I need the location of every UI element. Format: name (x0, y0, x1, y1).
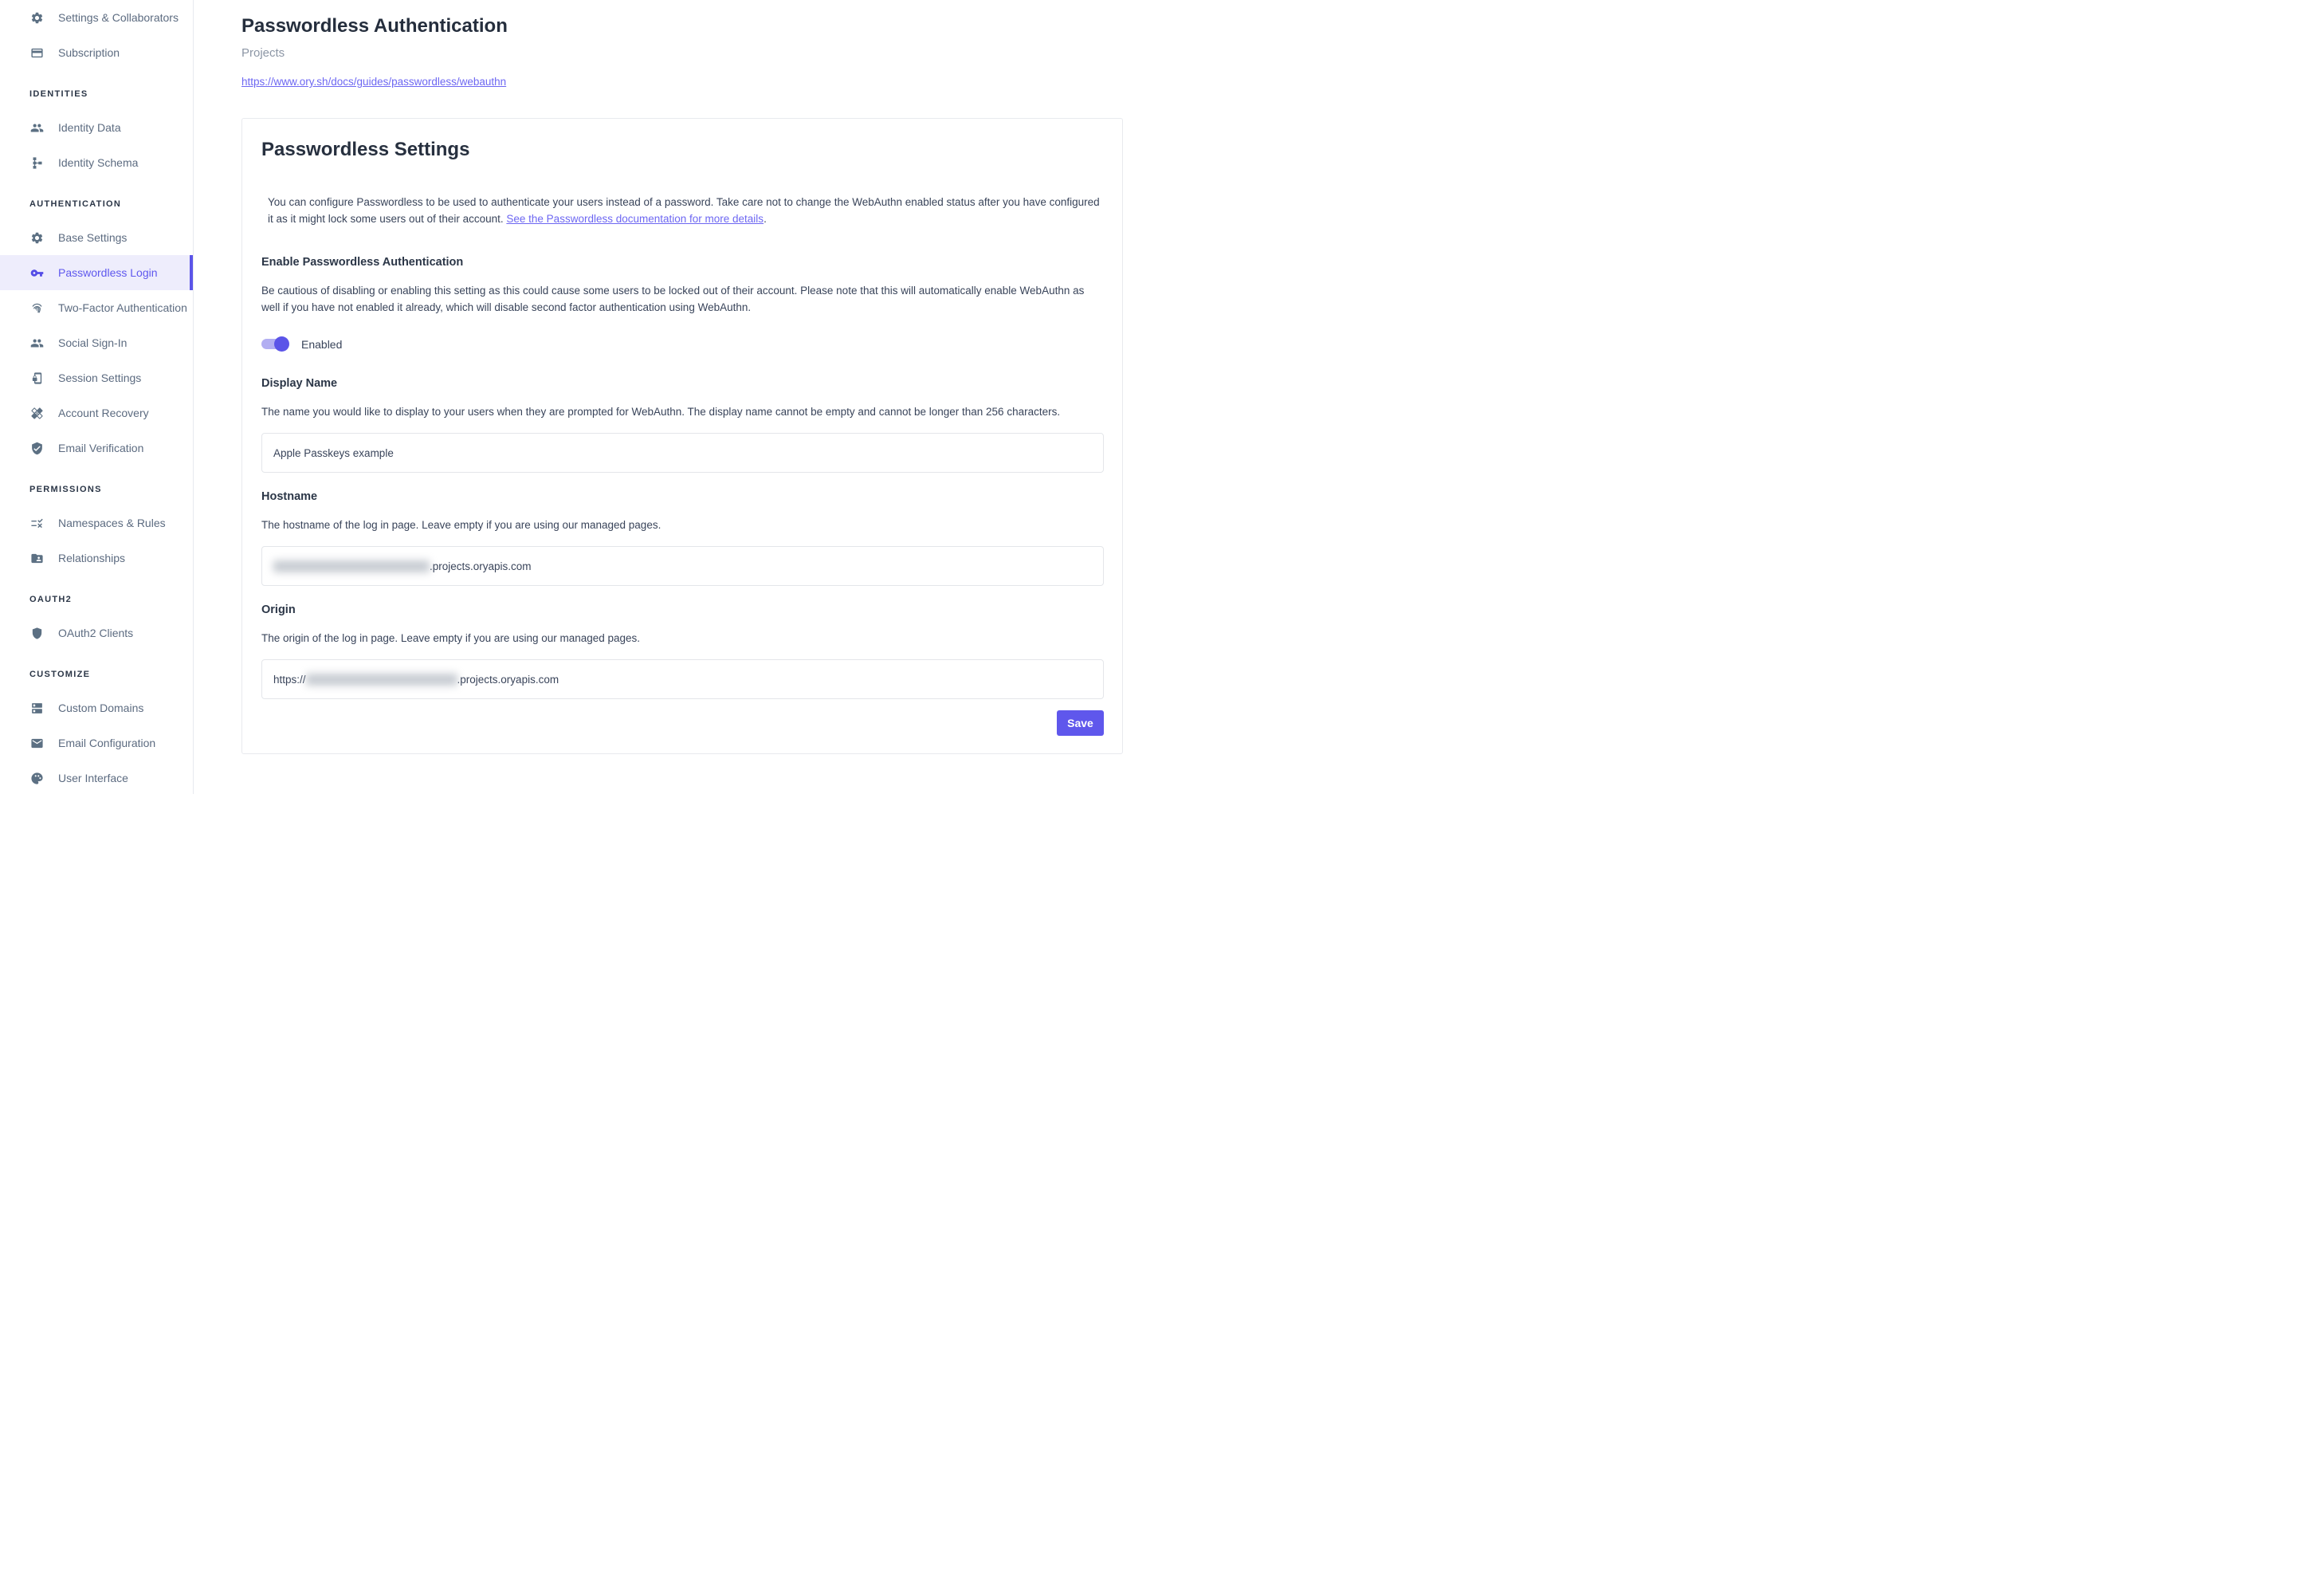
sidebar-item-label: Account Recovery (58, 407, 149, 419)
origin-input[interactable] (261, 659, 1104, 699)
credit-card-icon (30, 46, 44, 60)
sidebar-item-label: Base Settings (58, 231, 128, 244)
passwordless-settings-card (241, 118, 1123, 754)
healing-icon (30, 407, 44, 420)
folder-user-icon (30, 552, 44, 565)
intro-text: You can configure Passwordless to be used to authenticate your users instead of a password. Take care not to change the WebAuthn enabled status after you have configured it as it might lock some users out of their account. (268, 196, 1100, 225)
origin-description: The origin of the log in page. Leave empty if you are using our managed pages. (261, 632, 641, 644)
sidebar-item-label: Identity Schema (58, 156, 139, 169)
servers-icon (30, 702, 44, 715)
save-button[interactable]: Save (1057, 710, 1104, 736)
sidebar-item-settings-collaborators[interactable] (0, 0, 193, 35)
sidebar-item-account-recovery[interactable] (0, 395, 193, 430)
sidebar-section-permissions: PERMISSIONS (29, 485, 102, 494)
sidebar-item-label: Email Verification (58, 442, 144, 454)
hostname-value-suffix: .projects.oryapis.com (430, 560, 532, 572)
shield-icon (30, 627, 44, 640)
passwordless-toggle[interactable] (261, 339, 289, 349)
shield-check-icon (30, 442, 44, 455)
sidebar-nav (0, 0, 193, 794)
enable-toggle-row (261, 336, 1104, 352)
sidebar-item-base-settings[interactable] (0, 220, 193, 255)
sidebar-item-passwordless-login[interactable] (0, 255, 193, 290)
device-lock-icon (30, 371, 44, 385)
sidebar-item-identity-data[interactable] (0, 110, 193, 145)
card-heading: Passwordless Settings (261, 139, 470, 160)
sidebar-item-label: Namespaces & Rules (58, 517, 166, 529)
hostname-description: The hostname of the log in page. Leave empty if you are using our managed pages. (261, 519, 661, 531)
people-icon (30, 336, 44, 350)
display-name-value: Apple Passkeys example (273, 446, 394, 459)
sidebar-item-label: Session Settings (58, 371, 142, 384)
documentation-link[interactable]: https://www.ory.sh/docs/guides/passwordless/webauthn (241, 76, 507, 88)
toggle-state-label: Enabled (301, 337, 343, 351)
breadcrumb: Projects (241, 46, 285, 60)
main-content (194, 0, 1162, 794)
sidebar-item-relationships[interactable] (0, 540, 193, 576)
redacted-text (306, 674, 457, 686)
display-name-label: Display Name (261, 377, 338, 390)
display-name-input[interactable] (261, 433, 1104, 473)
sidebar-item-subscription[interactable] (0, 35, 193, 70)
enable-passwordless-label: Enable Passwordless Authentication (261, 256, 464, 269)
people-icon (30, 121, 44, 135)
key-icon (30, 266, 44, 280)
hostname-label: Hostname (261, 490, 318, 503)
origin-value-suffix: .projects.oryapis.com (457, 673, 559, 686)
palette-icon (30, 772, 44, 785)
rule-icon (30, 517, 44, 530)
sidebar-item-namespaces-rules[interactable] (0, 505, 193, 540)
sidebar-item-custom-domains[interactable] (0, 690, 193, 725)
sidebar-item-label: Relationships (58, 552, 126, 564)
enable-passwordless-description: Be cautious of disabling or enabling this setting as this could cause some users to be locked out of their account. Please note that this will automatically enable WebAuthn as well if you have not enabled it already, which will disable second factor authentication using WebAuthn. (261, 285, 1085, 313)
passwordless-docs-link[interactable]: See the Passwordless documentation for more details (506, 213, 764, 225)
sidebar-item-two-factor-authentication[interactable] (0, 290, 193, 325)
sidebar-item-label: Settings & Collaborators (58, 11, 179, 24)
gear-icon (30, 11, 44, 25)
app-window (0, 0, 1162, 794)
sidebar-section-customize: CUSTOMIZE (29, 670, 91, 679)
envelope-icon (30, 737, 44, 750)
sidebar-item-label: Subscription (58, 46, 120, 59)
sidebar-item-user-interface[interactable] (0, 761, 193, 794)
fingerprint-icon (30, 301, 44, 315)
save-row (261, 710, 1104, 736)
sidebar-item-label: Email Configuration (58, 737, 156, 749)
hostname-input[interactable] (261, 546, 1104, 586)
sidebar-item-label: Passwordless Login (58, 266, 158, 279)
redacted-text (273, 560, 430, 572)
sidebar-item-oauth2-clients[interactable] (0, 615, 193, 651)
sidebar-item-label: Identity Data (58, 121, 121, 134)
sidebar-item-email-verification[interactable] (0, 430, 193, 466)
sidebar-section-identities: IDENTITIES (29, 89, 88, 99)
gear-icon (30, 231, 44, 245)
sidebar-section-oauth2: OAUTH2 (29, 595, 73, 604)
sidebar-item-label: User Interface (58, 772, 128, 784)
sidebar-item-session-settings[interactable] (0, 360, 193, 395)
intro-text-after: . (764, 213, 767, 225)
card-intro (268, 194, 1104, 227)
sidebar (0, 0, 194, 794)
origin-value-prefix: https:// (273, 673, 306, 686)
schema-icon (30, 156, 44, 170)
sidebar-item-label: Two-Factor Authentication (58, 301, 187, 314)
toggle-knob-icon (274, 336, 289, 352)
sidebar-item-social-sign-in[interactable] (0, 325, 193, 360)
display-name-description: The name you would like to display to your users when they are prompted for WebAuthn. The display name cannot be empty and cannot be longer than 256 characters. (261, 406, 1061, 418)
page-title: Passwordless Authentication (241, 15, 508, 37)
sidebar-section-authentication: AUTHENTICATION (29, 199, 122, 209)
sidebar-item-identity-schema[interactable] (0, 145, 193, 180)
sidebar-item-email-configuration[interactable] (0, 725, 193, 761)
sidebar-item-label: OAuth2 Clients (58, 627, 134, 639)
sidebar-item-label: Social Sign-In (58, 336, 128, 349)
sidebar-item-label: Custom Domains (58, 702, 144, 714)
origin-label: Origin (261, 603, 296, 616)
